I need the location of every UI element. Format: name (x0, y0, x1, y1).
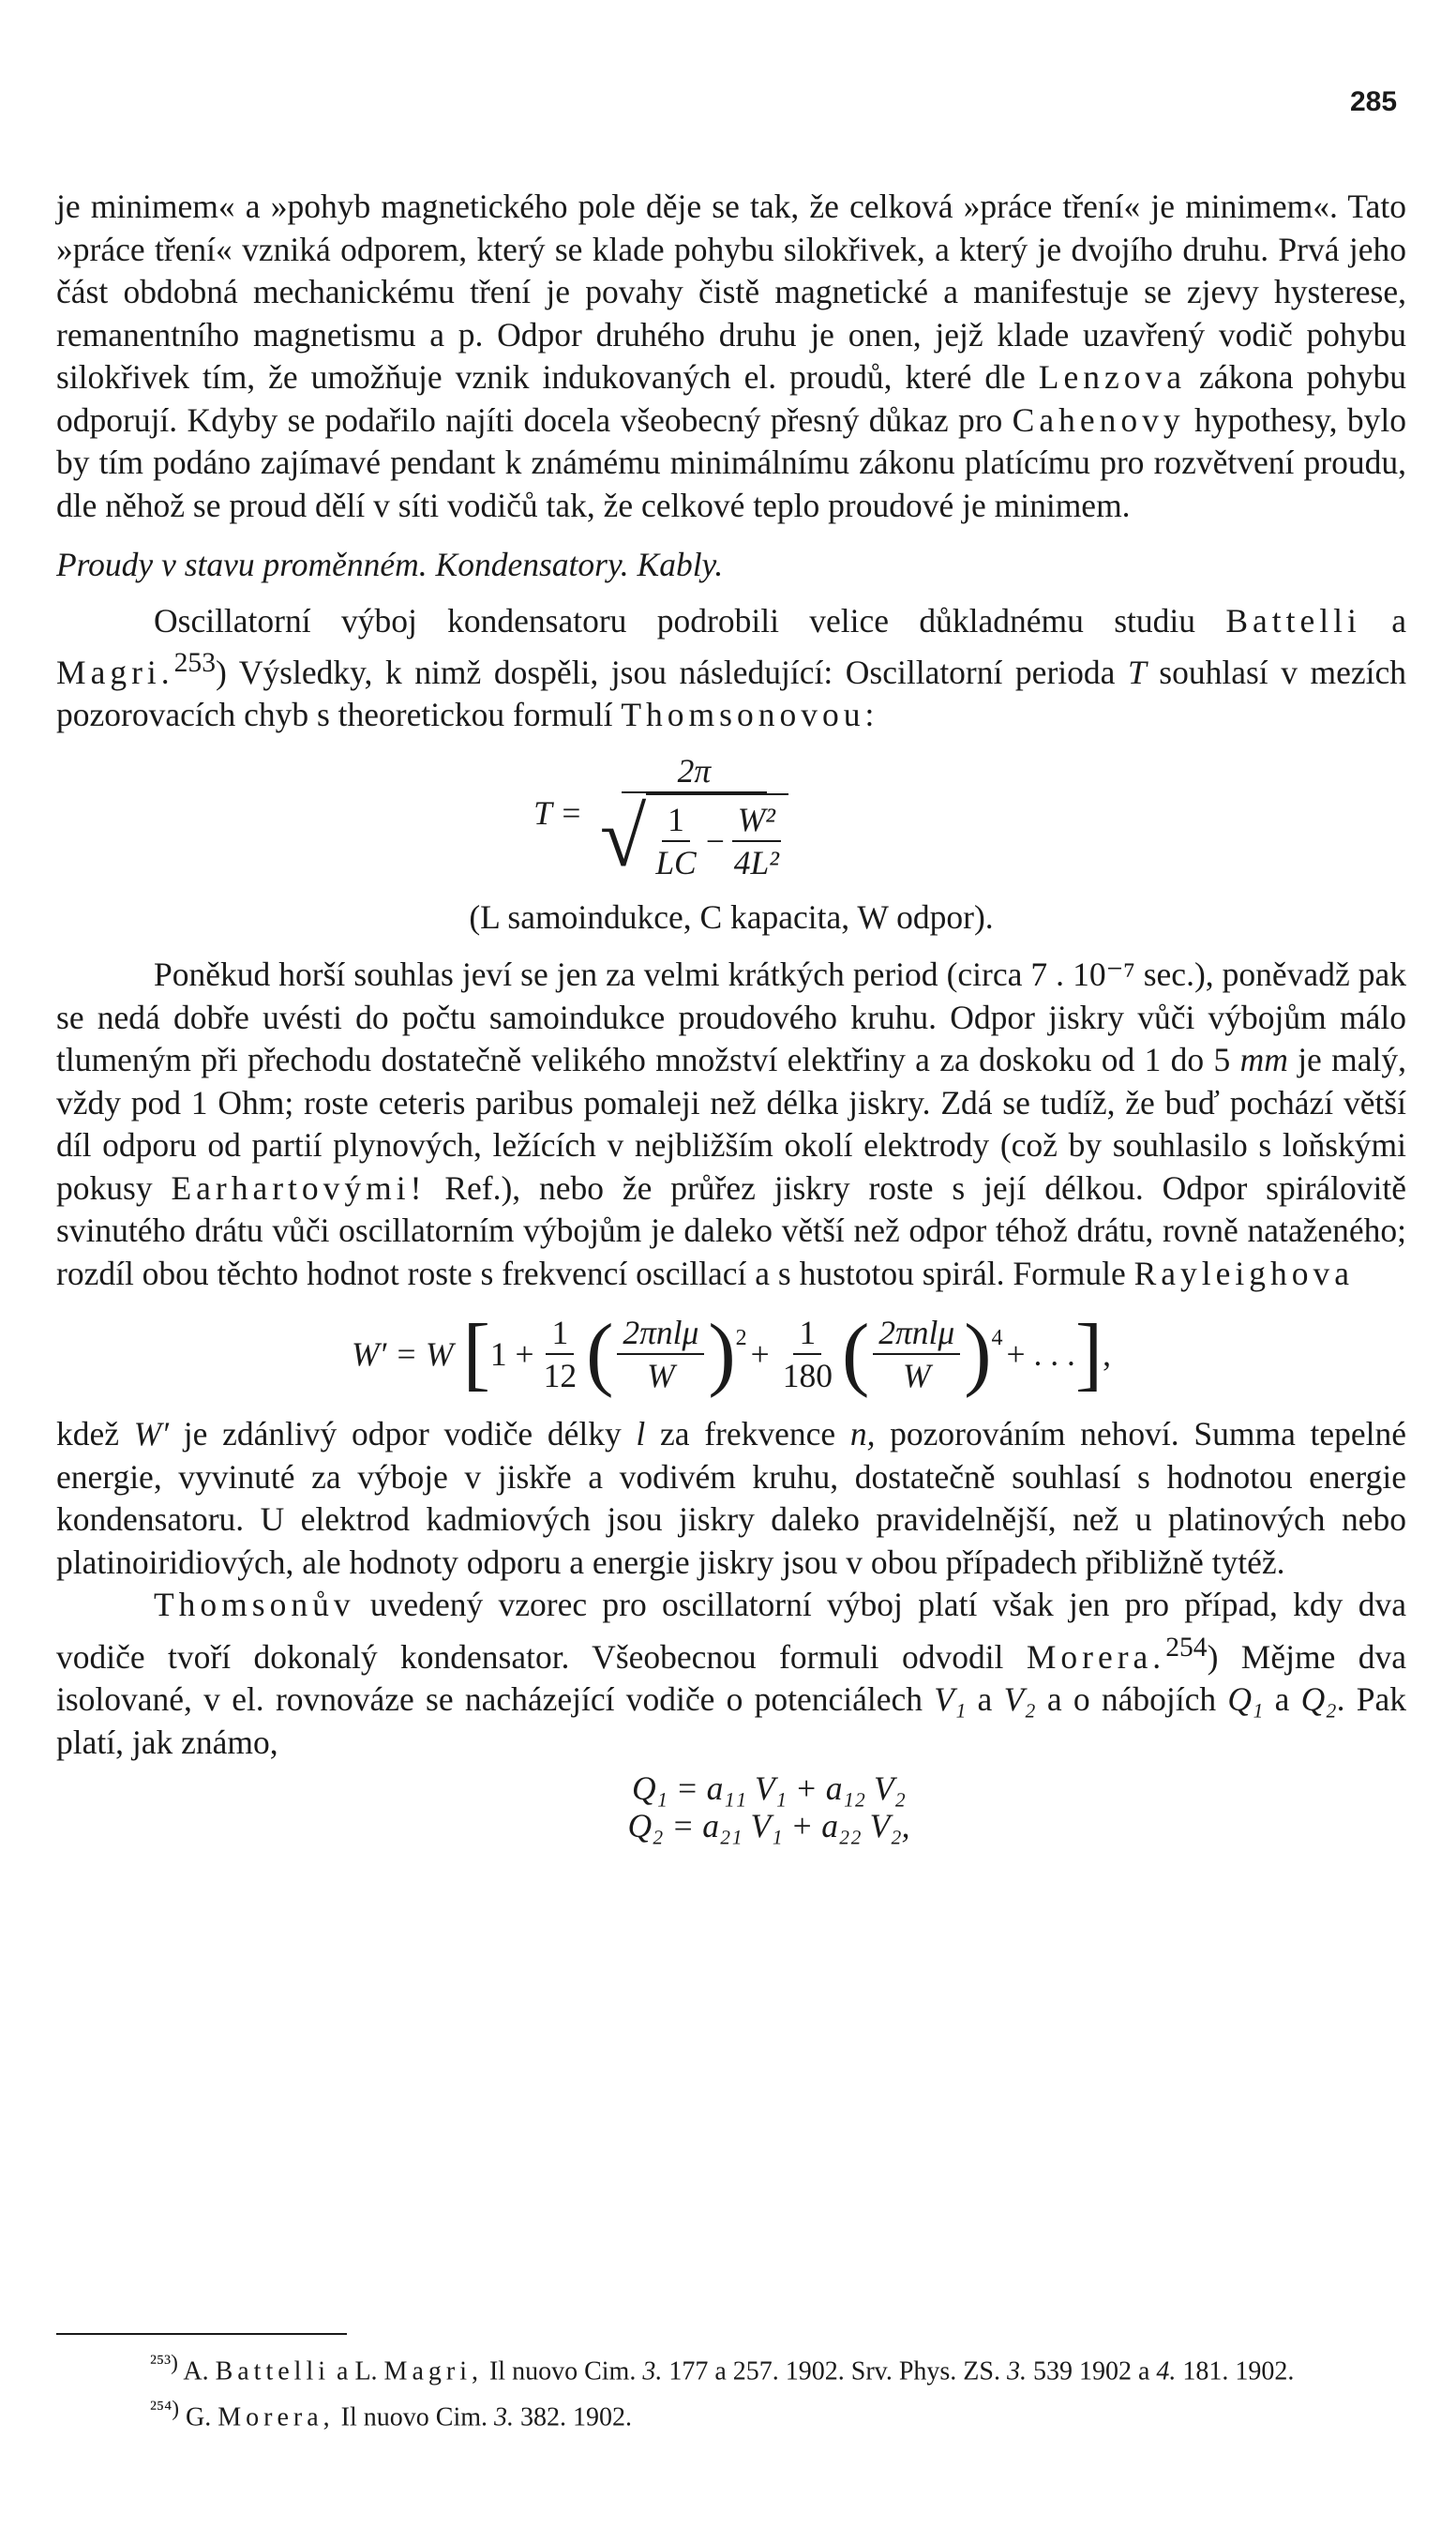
formula-numerator: 2π (622, 750, 768, 793)
symbol-l: l (636, 1415, 646, 1453)
name-earhart: Earhartovými! (171, 1168, 427, 1207)
right-paren: ) (964, 1308, 992, 1400)
denominator: 4L² (733, 843, 779, 881)
formula-denominator (594, 790, 794, 884)
text-run: Oscillatorní výboj kondensatoru podrobili velice důkladnému studiu (154, 601, 1226, 640)
text-run: 382. 1902. (514, 2402, 633, 2432)
symbol-V2: V₂ (1003, 1680, 1036, 1719)
plus-sign: + (750, 1334, 770, 1373)
volume: 4. (1156, 2356, 1177, 2386)
text-run: 539 1902 a (1026, 2356, 1157, 2386)
morera-equations (56, 1769, 1406, 1844)
left-bracket: [ (462, 1308, 490, 1400)
section-heading: Proudy v stavu proměnném. Kondensatory. Kably. (56, 546, 724, 583)
symbol-V1: V₁ (934, 1680, 967, 1719)
name-morera: Morera. (1026, 1637, 1166, 1676)
left-paren: ( (841, 1308, 870, 1400)
text-run: a L. (330, 2356, 384, 2386)
equation-line-1: Q₁ = a₁₁ V₁ + a₁₂ V₂ (631, 1769, 907, 1808)
text-run: Il nuovo Cim. (334, 2402, 495, 2432)
text-run: hypothesy, bylo by tím podáno zajímavé pendant k známému minimálnímu zákonu platícímu pro rozvětvení proudu, dle něhož se proud dělí v síti vodičů tak, že celkové teplo proudové je minimem. (56, 400, 1406, 524)
text-run: Ref.), nebo že průřez jiskry roste s její délkou. Odpor spirálovitě svinutého drátu vůči oscillatorním výbojům je daleko větší než odpor téhož drátu, rovně nataženého; rozdíl obou těchto hodnot roste s frekvencí oscillací a s hustotou spirál. Formule (56, 1168, 1406, 1292)
text-run: za frekvence (645, 1415, 850, 1453)
denominator: 12 (543, 1357, 578, 1395)
formula-legend: (L samoindukce, C kapacita, W odpor). (469, 897, 994, 936)
right-bracket: ] (1074, 1308, 1103, 1400)
minus-sign: − (705, 821, 725, 860)
frac-1-LC (650, 799, 701, 883)
footnote-mark: ²⁵³) (150, 2351, 178, 2375)
formula-term: + . . . (1006, 1334, 1075, 1373)
name-morera: Morera, (218, 2402, 335, 2432)
sqrt-content (646, 793, 788, 883)
name-thomson: Thomsonův (154, 1586, 355, 1624)
denominator: LC (655, 843, 697, 881)
paragraph-5 (56, 1584, 1406, 1764)
text-run: 181. 1902. (1176, 2356, 1295, 2386)
numerator: W² (732, 799, 781, 842)
numerator: 1 (662, 799, 690, 842)
text-run: a (1263, 1680, 1301, 1719)
text-run: ) Výsledky, k nimž dospěli, jsou následující: Oscillatorní perioda (216, 653, 1128, 691)
text-run: A. (177, 2356, 216, 2386)
text-run: Il nuovo Cim. (482, 2356, 643, 2386)
footnote-mark: ²⁵⁴) (150, 2397, 180, 2422)
left-paren: ( (586, 1308, 614, 1400)
denominator: W (902, 1357, 931, 1395)
formula-term: 1 + (489, 1334, 534, 1373)
sqrt-sign: √ (599, 790, 647, 884)
footnote-254 (56, 2390, 1406, 2436)
text-run: je malý, vždy pod 1 Ohm; roste ceteris paribus pomaleji než délka jiskry. Zdá se tudíž, že buď pochází větší díl odporu od partií plynových, ležících v nejbližším okolí elektrody (což by souhlasilo s loňskými pokusy (56, 1041, 1406, 1207)
footnote-253 (56, 2344, 1406, 2390)
denominator: 180 (782, 1357, 833, 1395)
paragraph-3 (56, 954, 1406, 1295)
symbol-Q2: Q₂ (1300, 1680, 1337, 1719)
footnote-rule (56, 2333, 347, 2335)
frac-2pinl (873, 1312, 960, 1396)
paragraph-2 (56, 600, 1406, 737)
page-body (56, 186, 1406, 1844)
footnotes (56, 2344, 1406, 2437)
numerator: 1 (546, 1312, 574, 1355)
formula-fraction (594, 750, 794, 883)
name-lenz: Lenzova (1038, 358, 1186, 396)
text-run: G. (179, 2402, 218, 2432)
name-battelli: Battelli (1225, 601, 1361, 640)
text-run: a (1360, 601, 1406, 640)
frac-1-12 (538, 1312, 583, 1396)
name-cahen: Cahenovy (1012, 400, 1185, 439)
name-thomson: Thomsonovou: (621, 696, 879, 734)
frac-2pinl (617, 1312, 704, 1396)
denominator: W (647, 1357, 675, 1395)
name-magri: Magri. (56, 653, 174, 691)
text-run: a (966, 1680, 1004, 1719)
text-run: je zdánlivý odpor vodiče délky (169, 1415, 637, 1453)
name-rayleigh: Rayleighova (1133, 1254, 1355, 1292)
symbol-T: T (1127, 653, 1147, 691)
page-number: 285 (1350, 86, 1398, 117)
symbol-Q1: Q₁ (1227, 1680, 1264, 1719)
formula-lhs: W′ = W (351, 1334, 454, 1373)
exponent: 2 (735, 1326, 747, 1351)
symbol-W: W′ (133, 1415, 170, 1453)
rayleigh-formula (56, 1308, 1406, 1400)
equation-line-2: Q₂ = a₂₁ V₁ + a₂₂ V₂, (627, 1807, 910, 1845)
text-run: Poněkud horší souhlas jeví se jen za velmi krátkých period (circa 7 . 10⁻⁷ sec.), poněvadž pak se nedá dobře uvésti do počtu samoindukce proudového kruhu. Odpor jiskry vůči výbojům málo tlumeným při přechodu dostatečně velikého množství elektřiny a za doskoku od 1 do 5 (56, 956, 1406, 1079)
name-battelli: Battelli (215, 2356, 331, 2386)
frac-1-180 (777, 1312, 838, 1396)
text-run: 177 a 257. 1902. Srv. Phys. ZS. (662, 2356, 1007, 2386)
right-paren: ) (708, 1308, 736, 1400)
frac-W-4L (728, 799, 785, 883)
text-run: pozorováním nehoví. Summa tepelné energie, vyvinuté za výboje v jiskře a vodivém kruhu, dostatečně souhlasí s hodnotou energie kondensatoru. U elektrod kadmiových jsou jiskry daleko pravidelnější, než u platinových nebo platinoiridiových, ale hodnoty odporu a energie jiskry jsou v obou případech přibližně tytéž. (56, 1415, 1407, 1581)
footnote-ref-253: 253 (173, 648, 217, 678)
formula-lhs: T = (533, 793, 583, 832)
numerator: 1 (793, 1312, 821, 1355)
numerator: 2πnlμ (617, 1312, 704, 1355)
exponent: 4 (991, 1326, 1003, 1351)
volume: 3. (1006, 2356, 1027, 2386)
volume: 3. (642, 2356, 663, 2386)
footnote-ref-254: 254 (1165, 1632, 1208, 1663)
paragraph-4 (56, 1413, 1406, 1584)
punctuation: , (1103, 1334, 1112, 1373)
thomson-formula (0, 750, 1406, 883)
name-magri: Magri, (383, 2356, 483, 2386)
numerator: 2πnlμ (873, 1312, 960, 1355)
text-run: souhlasí v mezích pozorovacích chyb s theoretickou formulí (56, 653, 1407, 734)
text-run: je minimem« a »pohyb magnetického pole děje se tak, že celková »práce tření« je minimem«. Tato »práce tření« vzniká odporem, který se klade pohybu silokřivek, a který je dvojího druhu. Prvá jeho část obdobná mechanickému tření je povahy čistě magnetické a manifestuje se zjevy hysterese, remanentního magnetismu a p. Odpor druhého druhu je onen, jejž klade uzavřený vodič pohybu silokřivek tím, že umožňuje vznik indukovaných el. proudů, které dle (56, 188, 1406, 396)
text-run: kdež (56, 1415, 134, 1453)
text-run: uvedený vzorec pro oscillatorní výboj platí však jen pro případ, kdy dva vodiče tvoří dokonalý kondensator. Všeobecnou formuli odvodil (56, 1586, 1406, 1676)
text-run: . Pak platí, jak známo, (56, 1680, 1407, 1761)
unit-mm: mm (1239, 1041, 1288, 1079)
paragraph-1 (56, 186, 1406, 527)
text-run: ) Mějme dva isolované, v el. rovnováze se nacházející vodiče o potenciálech (56, 1637, 1406, 1719)
text-run: a o nábojích (1035, 1680, 1228, 1719)
volume: 3. (494, 2402, 515, 2432)
symbol-n: n, (849, 1415, 876, 1453)
text-run: zákona pohybu odporují. Kdyby se podařilo najíti docela všeobecný přesný důkaz pro (56, 358, 1406, 439)
